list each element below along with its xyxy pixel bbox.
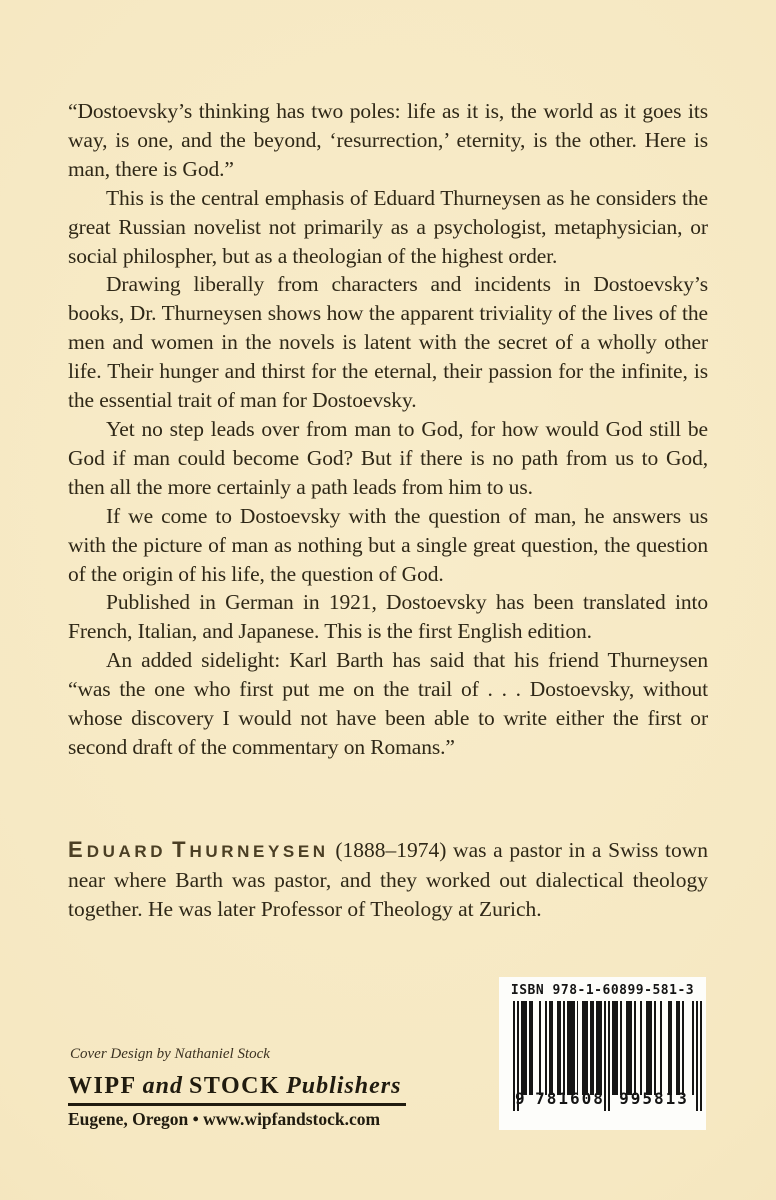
publisher-name-word: WIPF	[68, 1073, 137, 1099]
barcode-digit-lead: 9	[515, 1089, 525, 1108]
publisher-name-word: and	[142, 1073, 184, 1099]
publisher-imprint	[68, 1073, 406, 1130]
publisher-location-url: Eugene, Oregon • www.wipfandstock.com	[68, 1109, 381, 1129]
publisher-name-word: STOCK	[189, 1073, 281, 1099]
body-paragraph: If we come to Dostoevsky with the question of man, he answers us with the picture of man as nothing but a single great question, the question of the origin of his life, the question of God.	[68, 503, 708, 586]
cover-design-credit: Cover Design by Nathaniel Stock	[70, 1046, 270, 1062]
author-bio-text: (1888–1974) was a pastor in a Swiss town near where Barth was pastor, and they worked out dialectical theology together. He was later Professor of Theology at Zurich.	[68, 838, 708, 921]
author-name-part: DUARD	[86, 842, 167, 861]
publisher-name	[68, 1073, 406, 1106]
author-name	[68, 838, 329, 862]
author-name-part: E	[68, 837, 87, 862]
barcode-bars	[513, 1001, 701, 1111]
body-paragraph: An added sidelight: Karl Barth has said that his friend Thurneysen “was the one who first put me on the trail of . . . Dostoevsky, without whose discovery I would not have been able to write either the first or second draft of the commentary on Romans.”	[68, 648, 708, 759]
body-paragraph: This is the central emphasis of Eduard Thurneysen as he considers the great Russian novelist not primarily as a psychologist, metaphysician, or social philospher, but as a theologian of the highest order.	[68, 185, 708, 268]
body-paragraph: Drawing liberally from characters and incidents in Dostoevsky’s books, Dr. Thurneysen shows how the apparent triviality of the lives of the men and women in the novels is latent with the secret of a wholly other life. Their hunger and thirst for the eternal, their passion for the infinite, is the essential trait of man for Dostoevsky.	[68, 272, 708, 413]
isbn-barcode	[499, 977, 706, 1130]
body-paragraph: Published in German in 1921, Dostoevsky has been translated into French, Italian, and Japanese. This is the first English edition.	[68, 590, 708, 644]
barcode-digit-group: 995813	[619, 1089, 689, 1108]
author-name-part: T	[172, 837, 190, 862]
back-cover-blurb	[68, 97, 708, 762]
author-bio	[68, 835, 708, 924]
barcode-digit-group: 781608	[535, 1089, 605, 1108]
body-paragraph: “Dostoevsky’s thinking has two poles: life as it is, the world as it goes its way, is one, and the beyond, ‘resurrection,’ eternity, is the other. Here is man, there is God.”	[68, 99, 708, 181]
barcode-bar	[700, 1001, 702, 1111]
isbn-number-label: ISBN 978-1-60899-581-3	[510, 983, 695, 998]
body-paragraph: Yet no step leads over from man to God, for how would God still be God if man could become God? But if there is no path from us to God, then all the more certainly a path leads from him to us.	[68, 416, 708, 499]
barcode-digits	[515, 1091, 696, 1107]
publisher-name-word: Publishers	[286, 1073, 402, 1099]
author-name-part: HURNEYSEN	[189, 842, 329, 861]
